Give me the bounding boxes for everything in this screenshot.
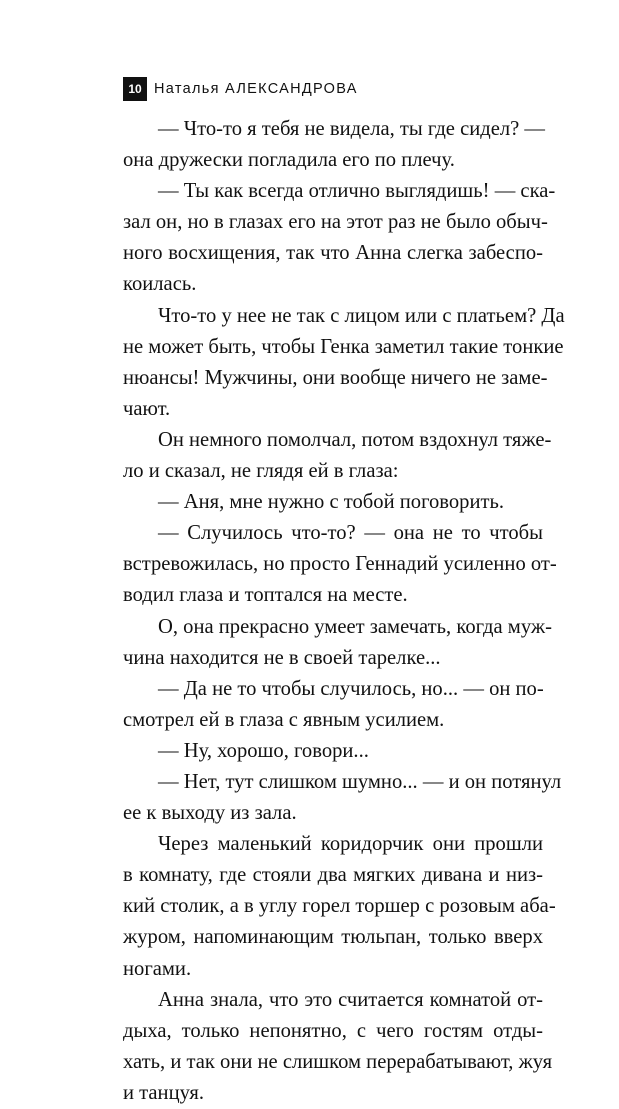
text-line: коилась. <box>123 273 197 296</box>
text-line: Он немного помолчал, потом вздохнул тяже- <box>158 428 552 451</box>
text-line: водил глаза и топтался на месте. <box>123 584 408 607</box>
text-line: не может быть, чтобы Генка заметил такие тонкие <box>123 335 564 358</box>
text-line: нюансы! Мужчины, они вообще ничего не заме- <box>123 366 548 389</box>
text-line: Что-то у нее не так с лицом или с платьем? Да <box>158 304 565 327</box>
text-line: — Да не то чтобы случилось, но... — он по- <box>158 677 544 700</box>
running-header <box>123 77 358 101</box>
text-line: кий столик, а в углу горел торшер с розовым аба- <box>123 895 556 918</box>
text-line: и танцуя. <box>123 1081 205 1104</box>
page-number: 10 <box>123 77 147 101</box>
text-line: — Ну, хорошо, говори... <box>158 739 369 762</box>
text-line: хать, и так они не слишком перерабатывают, жуя <box>123 1050 553 1073</box>
text-line: Анна знала, что это считается комнатой от- <box>158 988 543 1011</box>
text-line: О, она прекрасно умеет замечать, когда муж- <box>158 615 552 638</box>
text-line: — Что-то я тебя не видела, ты где сидел? — <box>158 118 546 140</box>
text-line: она дружески погладила его по плечу. <box>123 149 455 172</box>
text-line: смотрел ей в глаза с явным усилием. <box>123 708 445 731</box>
body-text <box>123 114 565 1109</box>
text-line: — Случилось что-то? — она не то чтобы <box>158 522 543 545</box>
text-line: чина находится не в своей тарелке... <box>123 646 441 669</box>
text-line: — Ты как всегда отлично выглядишь! — ска- <box>158 180 556 203</box>
text-line: — Нет, тут слишком шумно... — и он потянул <box>158 770 562 793</box>
text-line: ногами. <box>123 957 192 980</box>
text-line: зал он, но в глазах его на этот раз не было обыч- <box>123 211 548 234</box>
text-line: журом, напоминающим тюльпан, только вверх <box>123 926 543 949</box>
text-line: чают. <box>123 397 171 420</box>
text-line: встревожилась, но просто Геннадий усиленно от- <box>123 553 557 576</box>
text-line: в комнату, где стояли два мягких дивана и низ- <box>123 864 543 887</box>
text-line: — Аня, мне нужно с тобой поговорить. <box>158 491 505 514</box>
text-line: ного восхищения, так что Анна слегка забеспо- <box>123 242 543 265</box>
text-line: ло и сказал, не глядя ей в глаза: <box>123 460 399 483</box>
running-head-title: Наталья АЛЕКСАНДРОВА <box>154 81 358 97</box>
text-line: ее к выходу из зала. <box>123 802 297 825</box>
text-line: Через маленький коридорчик они прошли <box>158 833 543 856</box>
text-line: дыха, только непонятно, с чего гостям отды- <box>123 1019 543 1042</box>
